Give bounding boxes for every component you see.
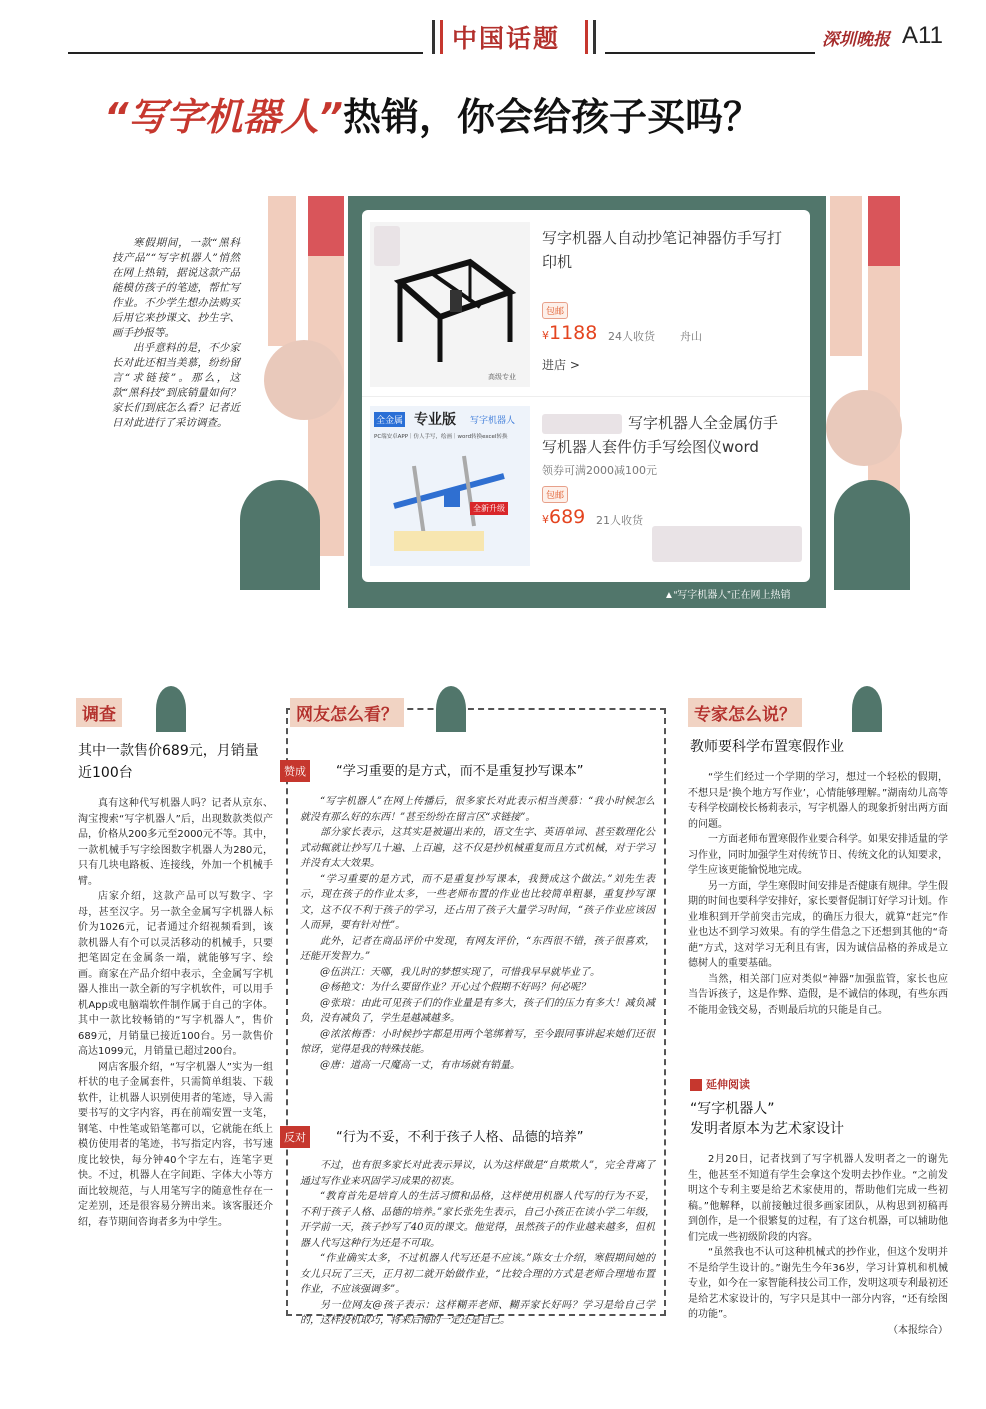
newspaper-logo: 深圳晚报: [822, 30, 890, 50]
label-survey: 调查: [76, 698, 122, 727]
deco-circle-right: [826, 390, 902, 466]
price-symbol-1: ¥: [542, 329, 549, 342]
free-shipping-tag-1: 包邮: [542, 302, 568, 319]
deco-red-bar-left: [308, 196, 344, 256]
product-title-2[interactable]: 写字机器人全金属仿手写机器人套件仿手写绘图仪word: [542, 414, 779, 456]
price-1: [542, 322, 597, 344]
shopping-screenshot: [362, 210, 810, 582]
deco-circle-left: [264, 340, 344, 420]
price-symbol-2: ¥: [542, 513, 549, 526]
pro-quote: “学习重要的是方式，而不是重复抄写课本”: [336, 764, 584, 779]
image-caption: ▲“写字机器人”正在网上热销: [664, 590, 791, 601]
extended-reading-text: 延伸阅读: [706, 1078, 750, 1091]
col3-para-1: “学生们经过一个学期的学习，想过一个轻松的假期，不想只是‘换个地方写作业’，心情能够理解。”湖南幼儿高等专科学校副校长杨莉表示，写字机器人的现象折射出两方面的问题。: [688, 772, 948, 830]
credit: （本报综合）: [888, 1324, 948, 1336]
deco-green-arch-left: [240, 480, 320, 590]
col3-subhead: 教师要科学布置寒假作业: [690, 739, 844, 755]
screenshot-panel: [348, 196, 826, 608]
section-divider-right: [585, 20, 588, 54]
blurred-region: [652, 526, 802, 562]
con-tag: 反对: [280, 1126, 310, 1148]
label-experts: 专家怎么说？: [688, 698, 802, 727]
section-divider-left: [432, 20, 435, 54]
lede-para-1: 寒假期间，一款“黑科技产品”“写字机器人”悄然在网上热销，据说这款产品能模仿孩子的笔迹，帮忙写作业。不少学生想办法购买后用它来抄课文、抄生字、画手抄报等。: [112, 237, 240, 339]
ext-para-2: “虽然我也不认可这种机械式的抄作业，但这个发明并不是给学生设计的。”谢先生今年36岁，学习计算机和机械专业，如今在一家智能科技公司工作，发明这项专利最初还是给艺术家设计的，写字只是其中一部分内容，“还有绘图的功能”。: [688, 1247, 948, 1320]
ext-subhead-1: “写字机器人”: [690, 1101, 775, 1117]
coupon-text: 领券可满2000减100元: [542, 464, 657, 477]
ext-para-1: 2月20日，记者找到了写字机器人发明者之一的谢先生，他甚至不知道有学生会拿这个发明去抄作业。“之前发明这个专利主要是给艺术家使用的，帮助他们完成一些初稿。”他解释，以前接触过很多画家团队，从构思到初稿再到创作，是一个很繁复的过程，有了这台机器，可以辅助他们完成一些初级阶段的内容。: [688, 1154, 948, 1243]
plotter-robot-image: [380, 242, 520, 372]
location-1: 舟山: [680, 330, 702, 343]
section-title: 中国话题: [452, 24, 561, 53]
deco-hook-2: [436, 686, 466, 732]
pro-para-8: @浓浓梅香：小时候抄字都是用两个笔绑着写，至今跟同事讲起来她们还很惊讶，觉得是我的特殊技能。: [300, 1028, 655, 1055]
headline: [104, 86, 761, 141]
pro-para-1: “写字机器人”在网上传播后，很多家长对此表示相当羡慕：“我小时候怎么就没有那么好的东西！”甚至纷纷在留言区“求链接”。: [300, 796, 655, 823]
upgrade-badge: 全新升级: [470, 502, 508, 515]
section-divider-left-2: [440, 20, 443, 54]
lede: [112, 236, 240, 431]
col3-para-2: 一方面老师布置寒假作业要合科学。如果安排适量的学习作业，同时加强学生对传统节日、传统文化的认知要求，学生应该更能愉悦地完成。: [688, 834, 948, 876]
product-banner-b: 专业版: [414, 412, 456, 428]
product-image-1-small-text: 高级专业: [488, 373, 516, 381]
col1-para-3: 网店客服介绍，“写字机器人”实为一组杆状的电子金属套件，只需简单组装、下载软件，让机器人识别使用者的笔迹，导入需要书写的文字内容，再在前端安置一支笔，钢笔、中性笔或铅笔都可以，它就能在纸上模仿使用者的笔迹，书写指定内容，书写速度比较快，每分钟40个字左右，连笔字更快。不过，机器人在字间距、字体大小等方面比较规范，与人用笔写字的随意性存在一定差别，还是很容易分辨出来。该客服还介绍，春节期间咨询者多为中学生。: [78, 1061, 273, 1228]
con-para-2: “教育首先是培育人的生活习惯和品格，这样使用机器人代写的行为不妥，不利于孩子人格、品德的培养。”家长张先生表示，自己小孩正在读小学二年级，开学前一天，孩子抄写了40页的课文。他觉得，虽然孩子的作业越来越多，但机器人代写这种行为还是不可取。: [300, 1191, 655, 1249]
col3-para-4: 当然，相关部门应对类似“神器”加强监管，家长也应当告诉孩子，这是作弊、造假，是不诚信的体现，有些东西不能用金钱交易，否则最后坑的只能是自己。: [688, 973, 948, 1016]
product-image-2: [370, 406, 530, 566]
product-image-1: [370, 222, 530, 387]
col1-para-1: 真有这种代写机器人吗？记者从京东、淘宝搜索“写字机器人”后，出现数款类似产品，价格从200多元至2000元不等。其中，一款机械手写字绘图数字机器人为280元，只有几块电路板、连接线，外加一个机械手臂。: [78, 798, 273, 887]
header-rule-right: [605, 52, 815, 54]
col1-subhead: 其中一款售价689元，月销量近100台: [78, 743, 259, 781]
ext-body: [688, 1152, 948, 1338]
col3-para-3: 另一方面，学生寒假时间安排是否健康有规律。学生假期的时间也要科学安排好，家长要督促制订好学习计划。作业堆积到开学前突击完成，的确压力很大，就算“赶完”作业也达不到学习效果。有的学生借急之下还想到其他的“奇葩”方式，这对学习无利且有害，因为诚信品格的养成是立德树人的重要基础。: [688, 880, 948, 969]
pro-para-4: 此外，记者在商品评价中发现，有网友评价，“东西很不错，孩子很喜欢，还能开发智力。”: [300, 935, 655, 962]
pro-para-5: @伍洪江：天哪，我儿时的梦想实现了，可惜我早早就毕业了。: [320, 966, 600, 978]
item-divider: [362, 396, 810, 397]
page-number: A11: [902, 22, 943, 49]
sales-count-2: 21人收货: [596, 514, 643, 527]
headline-quoted: “写字机器人”: [104, 95, 343, 139]
pro-para-3: “学习重要的是方式，而不是重复抄写课本，我赞成这个做法。”刘先生表示，现在孩子的作业太多，一些老师布置的作业也比较简单粗暴，重复抄写课文，这不仅不利于孩子的学习，还占用了孩子大量学习时间，“孩子作业应该因人而异，要有针对性”。: [300, 873, 655, 931]
store-link-1[interactable]: 进店 >: [542, 358, 580, 372]
deco-hook-3: [852, 686, 882, 732]
deco-green-arch-right: [834, 480, 910, 590]
deco-red-bar-right: [868, 196, 900, 266]
extended-reading-label: [690, 1076, 750, 1092]
product-banner-c: 写字机器人: [470, 416, 516, 426]
price-2: [542, 506, 585, 528]
headline-rest: 热销，你会给孩子买吗？: [342, 95, 761, 139]
con-para-3: “作业确实太多，不过机器人代写还是不应该。”陈女士介绍，寒假期间她的女儿只玩了三天，正月初二就开始做作业，“比较合理的方式是老师合理地布置作业，不应该强调多”。: [300, 1253, 655, 1295]
pro-tag: 赞成: [280, 760, 310, 782]
deco-peach-block-right: [830, 196, 862, 356]
metal-robot-image: [384, 446, 524, 556]
product-image-2-sub: PC端安卓APP｜仿人手写，绘画｜word转换excel转换: [374, 434, 508, 440]
extended-reading-icon: [690, 1079, 702, 1091]
product-banner-a: 全金属: [374, 412, 405, 427]
label-netizens: 网友怎么看？: [290, 698, 404, 727]
ext-subhead-2: 发明者原本为艺术家设计: [690, 1121, 844, 1137]
sales-count-1: 24人收货: [608, 330, 655, 343]
pro-para-7: @张琅：由此可见孩子们的作业量是有多大，孩子们的压力有多大！减负减负，没有减负了，学生是越减越多。: [300, 997, 655, 1024]
lede-para-2: 出乎意料的是，不少家长对此还相当美慕，纷纷留言“求链接”。那么，这款“黑科技”到底销量如何？家长们到底怎么看？记者近日对此进行了采访调查。: [112, 342, 240, 429]
pro-body: [300, 794, 655, 1073]
section-divider-right-2: [593, 20, 596, 54]
header-rule-left: [68, 52, 423, 54]
col1-body: [78, 796, 273, 1230]
pro-para-9: @唐：道高一尺魔高一丈，有市场就有销量。: [320, 1059, 520, 1071]
price-value-2: 689: [549, 506, 586, 528]
con-para-4: 另一位网友@孩子表示：这样糊弄老师、糊弄家长好吗？学习是给自己学的，这样投机取巧，将来后悔的一定还是自己。: [300, 1299, 655, 1326]
free-shipping-tag-2: 包邮: [542, 486, 568, 503]
con-quote: “行为不妥，不利于孩子人格、品德的培养”: [336, 1130, 584, 1145]
col3-body: [688, 770, 948, 1018]
deco-hook-1: [156, 686, 186, 732]
con-body: [300, 1158, 655, 1329]
pro-para-2: 部分家长表示，这其实是被逼出来的，语文生字、英语单词、甚至数理化公式动辄就让抄写几十遍、上百遍，这不仅是抄机械重复而且方式机械，对于学习并没有太大效果。: [300, 827, 655, 869]
price-value-1: 1188: [549, 322, 598, 344]
col1-para-2: 店家介绍，这款产品可以写数字、字母，甚至汉字。另一款全金属写字机器人标价为1026元，记者通过介绍视频看到，该款机器人有个可以灵活移动的机械手，只要把笔固定在金属条一端，就能够写字、绘画。商家在产品介绍中表示，全金属写字机器人推出一款全新的写字机软件，可以用手机App或电脑端软件制作属于自己的字体。其中一款比较畅销的“写字机器人”，售价689元，月销量已接近100台。另一款售价高达1099元，月销量已超过200台。: [78, 891, 273, 1057]
pro-para-6: @杨艳文：为什么要留作业？开心过个假期不好吗？何必呢？: [320, 982, 590, 993]
product-title-1[interactable]: 写字机器人自动抄笔记神器仿手写打印机: [542, 229, 783, 271]
deco-peach-block-left: [268, 196, 296, 346]
con-para-1: 不过，也有很多家长对此表示异议，认为这样做是“自欺欺人”，完全背离了通过写作业来巩固学习成果的初衷。: [300, 1160, 655, 1187]
